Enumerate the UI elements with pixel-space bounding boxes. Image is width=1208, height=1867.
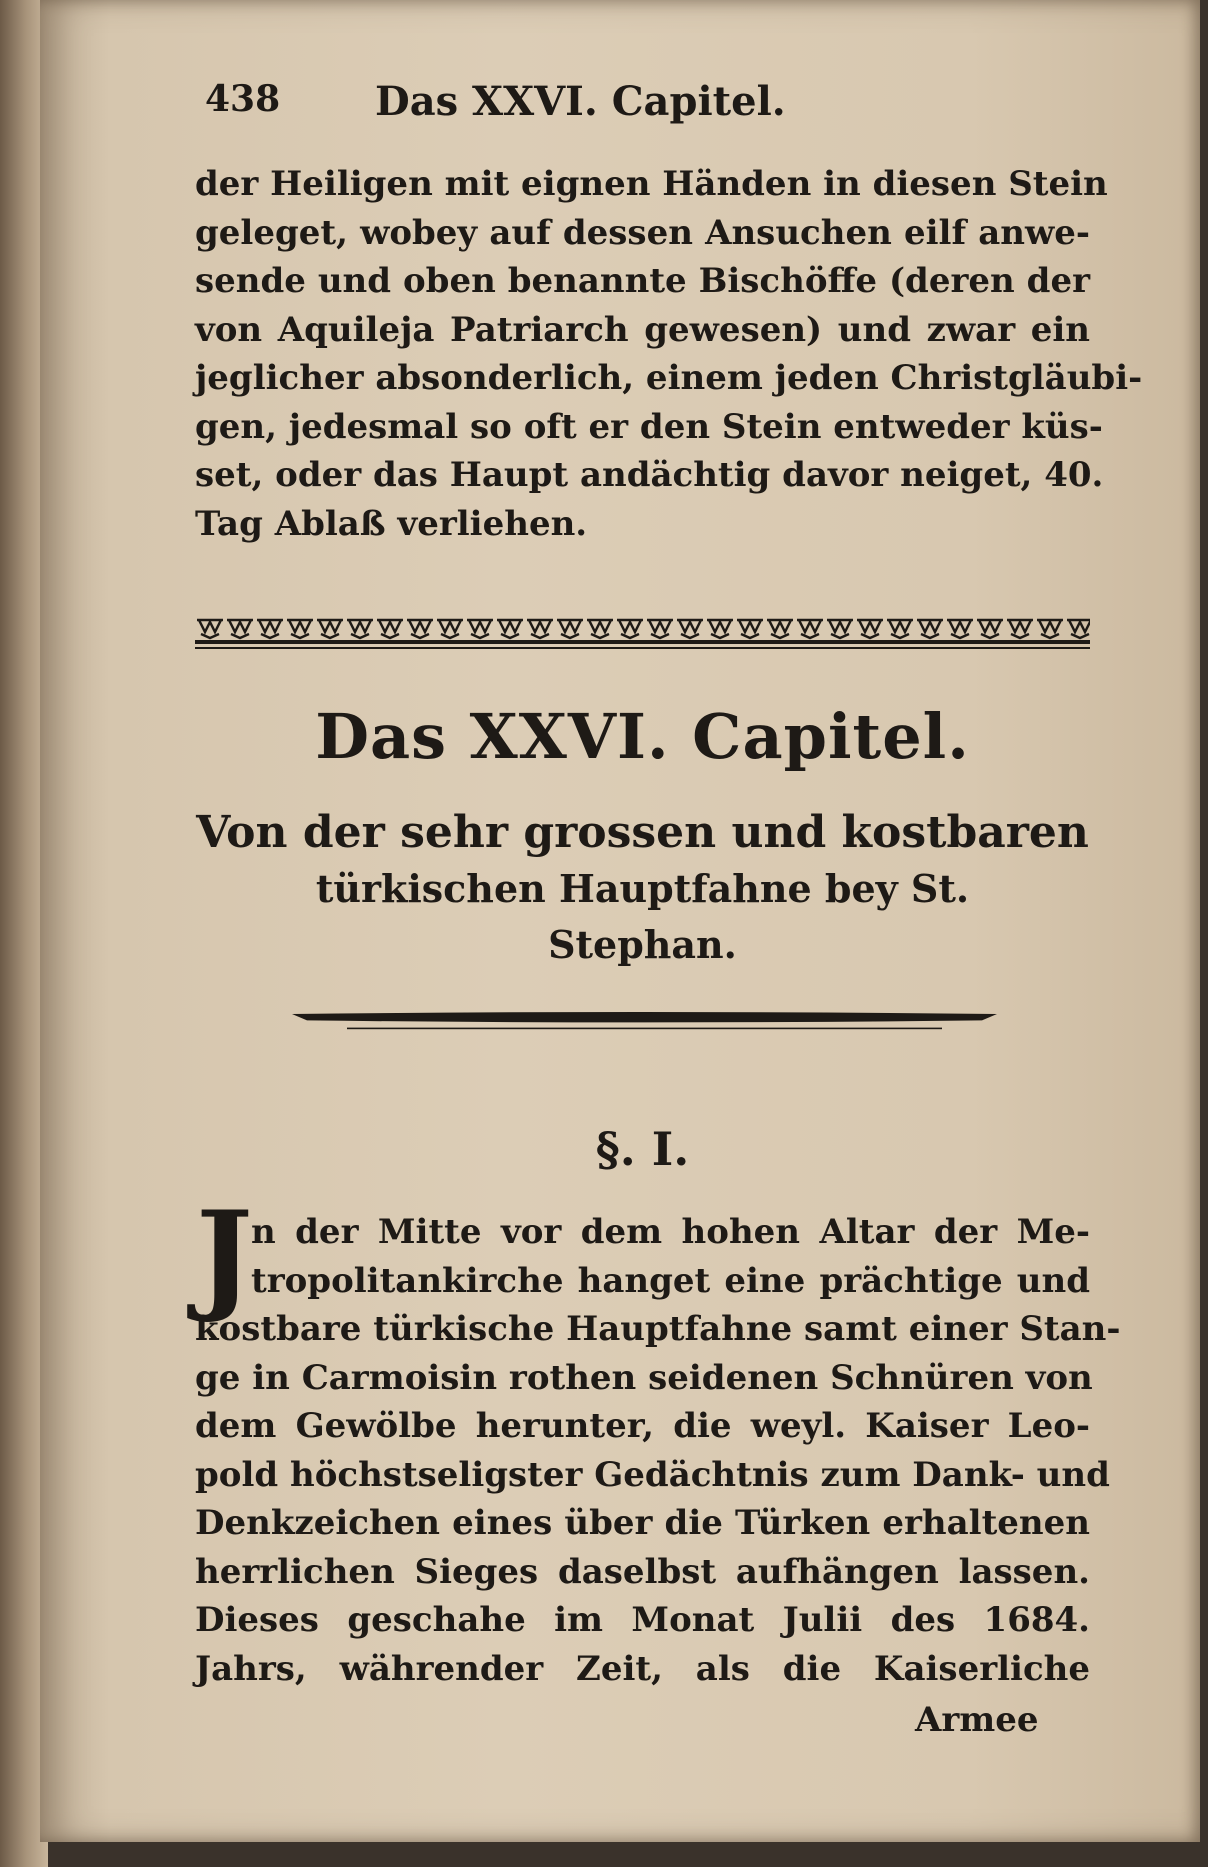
text-line: sende und oben benannte Bischöffe (deren der — [195, 261, 1090, 301]
chapter-title: Das XXVI. Capitel. — [315, 700, 970, 773]
text-line: gen, jedesmal so oft er den Stein entweder küs- — [195, 406, 1103, 447]
text-line: Dieses geschahe im Monat Julii des 1684. — [195, 1600, 1090, 1640]
ornament-border — [195, 612, 1090, 652]
section-mark: §. I. — [595, 1122, 690, 1176]
text-line: von Aquileja Patriarch gewesen) und zwar ein — [195, 309, 1090, 350]
subtitle-line: Von der sehr grossen und kostbaren — [196, 807, 1089, 858]
text-line: dem Gewölbe herunter, die weyl. Kaiser Leo- — [195, 1406, 1090, 1446]
paragraph-top — [195, 160, 1143, 548]
text-line: pold höchstseligster Gedächtnis zum Dank- und — [195, 1454, 1110, 1495]
text-line: Jahrs, währender Zeit, als die Kaiserliche — [195, 1648, 1090, 1689]
subtitle-line: türkischen Hauptfahne bey St. — [315, 866, 970, 911]
text-line: tropolitankirche hanget eine prächtige und — [251, 1260, 1090, 1301]
text-line: jeglicher absonderlich, einem jeden Christgläubi- — [195, 358, 1143, 398]
subtitle-line: Stephan. — [548, 922, 737, 967]
text-line: ge in Carmoisin rothen seidenen Schnüren von — [195, 1357, 1093, 1398]
page-header — [205, 78, 925, 138]
paragraph-main — [195, 1208, 1121, 1693]
text-line: Tag Ablaß verliehen. — [195, 503, 588, 544]
text-line: herrlichen Sieges daselbst aufhängen lassen. — [195, 1551, 1090, 1592]
text-line: geleget, wobey auf dessen Ansuchen eilf anwe- — [195, 212, 1090, 253]
text-line: set, oder das Haupt andächtig davor neiget, 40. — [195, 455, 1104, 495]
drop-cap: J — [196, 1185, 253, 1326]
chapter-subtitle — [195, 805, 1090, 973]
catchword: Armee — [915, 1700, 1039, 1740]
section-rule — [292, 1010, 997, 1034]
text-line: der Heiligen mit eignen Händen in diesen Stein — [195, 164, 1108, 204]
text-line: n der Mitte vor dem hohen Altar der Me- — [251, 1212, 1090, 1252]
running-head: Das XXVI. Capitel. — [375, 78, 786, 125]
text-line: kostbare türkische Hauptfahne samt einer Stan- — [195, 1309, 1121, 1349]
text-line: Denkzeichen eines über die Türken erhaltenen — [195, 1503, 1090, 1543]
page-number: 438 — [205, 78, 281, 120]
